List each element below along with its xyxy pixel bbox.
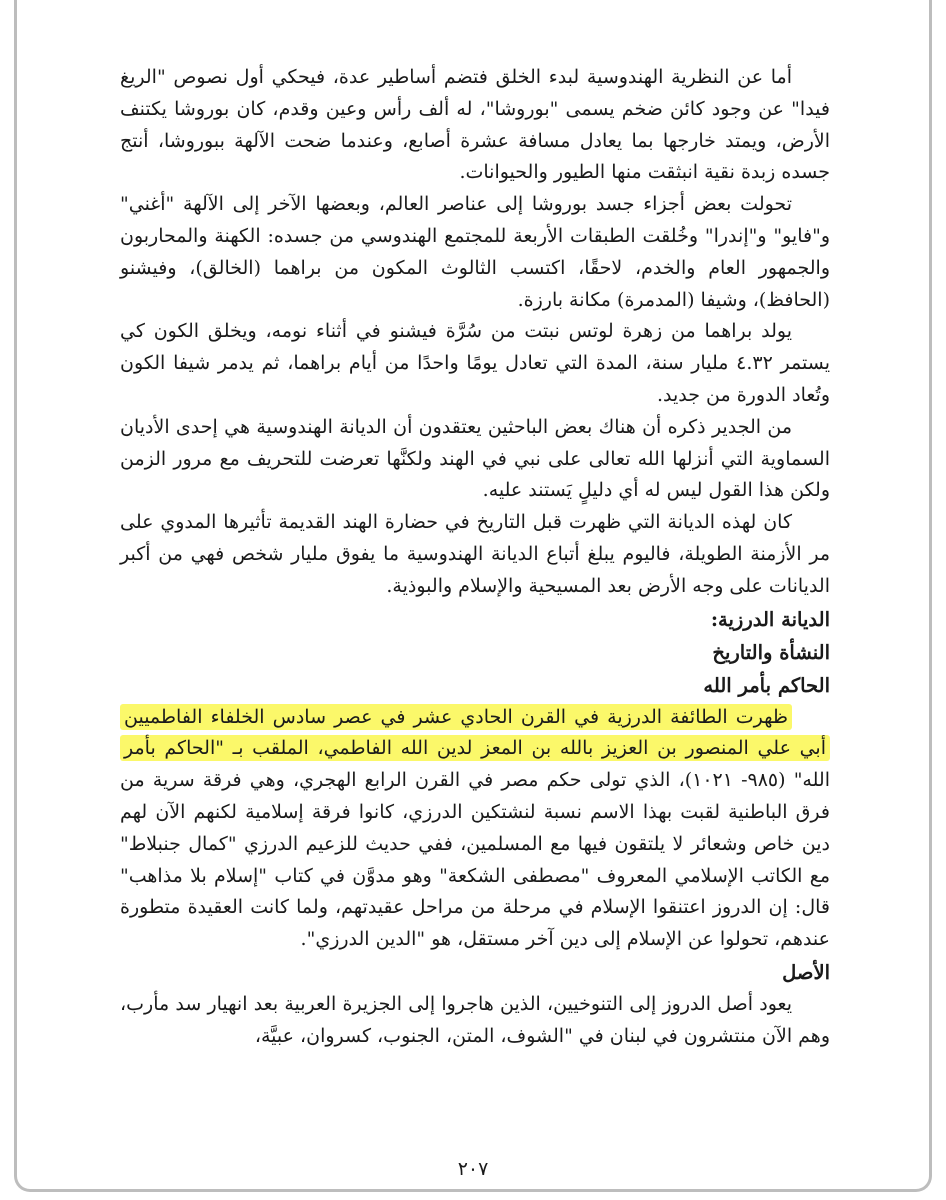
paragraph-purusha-body: تحولت بعض أجزاء جسد بوروشا إلى عناصر العالم، وبعضها الآخر إلى الآلهة "أغني" و"فايو" و"إندرا" وخُلقت الطبقات الأربعة للمجتمع الهندوسي من جسده: الكهنة والمحاربون والجمهور العام والخدم، لاحقًا، اكتسب الثالوث المكون من براهما (الخالق)، وفيشنو (الحافظ)، وشيفا (المدمرة) مكانة بارزة. [120,193,830,311]
paragraph-druze-emergence [120,702,830,956]
page-number: ٢٠٧ [457,1158,489,1180]
paragraph-hinduism-researchers: من الجدير ذكره أن هناك بعض الباحثين يعتقدون أن الديانة الهندوسية هي إحدى الأديان السماوية التي أنزلها الله تعالى على نبي في الهند ولكنَّها تعرضت للتحريف مع مرور الزمن ولكن هذا القول ليس له أي دليلٍ يَستند عليه. [120,415,830,502]
paragraph-druze-origin: يعود أصل الدروز إلى التنوخيين، الذين هاجروا إلى الجزيرة العربية بعد انهيار سد مأرب، وهم الآن منتشرون في لبنان في "الشوف، المتن، الجنوب، كسروان، عبيَّة، [120,992,830,1047]
paragraph-brahma-cycle: يولد براهما من زهرة لوتس نبتت من سُرَّة فيشنو في أثناء نومه، ويخلق الكون كي يستمر ٤.٣٢ مليار سنة، المدة التي تعادل يومًا واحدًا من أيام براهما، ثم يدمر شيفا الكون وتُعاد الدورة من جديد. [120,320,830,406]
paragraph-hinduism-influence: كان لهذه الديانة التي ظهرت قبل التاريخ في حضارة الهند القديمة تأثيرها المدوي على مر الأزمنة الطويلة، فاليوم يبلغ أتباع الديانة الهندوسية ما يفوق مليار شخص فهي من أكبر الديانات على وجه الأرض بعد المسيحية والإسلام والبوذية. [120,511,830,597]
book-page-text [120,62,830,1053]
paragraph-druze-continuation: الله" (٩٨٥- ١٠٢١)، الذي تولى حكم مصر في القرن الرابع الهجري، وهي فرقة سرية من فرق الباطنية لقبت بهذا الاسم نسبة لنشتكين الدرزي، كانوا فرقة إسلامية لكنهم الآن لهم دين خاص وشعائر لا يلتقون فيها مع المسلمين، ففي حديث للزعيم الدرزي "كمال جنبلاط" مع الكاتب الإسلامي المعروف "مصطفى الشكعة" وهو مدوَّن في كتاب "إسلام بلا مذاهب" قال: إن الدروز اعتنقوا الإسلام في مرحلة من مراحل عقيدتهم، ولما كانت العقيدة متطورة عندهم، تحولوا عن الإسلام إلى دين آخر مستقل، هو "الدين الدرزي". [120,769,830,951]
paragraph-hinduism-creation: أما عن النظرية الهندوسية لبدء الخلق فتضم أساطير عدة، فيحكي أول نصوص "الريغ فيدا" عن وجود كائن ضخم يسمى "بوروشا"، له ألف رأس وعين وقدم، كان بوروشا يكتنف الأرض، ويمتد خارجها بما يعادل مسافة عشرة أصابع، وعندما ضحت الآلهة ببوروشا، أنتج جسده زبدة نقية انبثقت منها الطيور والحيوانات. [120,66,830,184]
heading-origin-history: النشأة والتاريخ [712,640,830,664]
heading-origin: الأصل [782,960,830,984]
heading-al-hakim: الحاكم بأمر الله [703,673,830,697]
heading-druze-religion: الديانة الدرزية: [710,607,830,631]
highlighted-text: ظهرت الطائفة الدرزية في القرن الحادي عشر في عصر سادس الخلفاء الفاطميين أبي علي المنصور بن العزيز بالله بن المعز لدين الله الفاطمي، الملقب بـ "الحاكم بأمر [120,704,830,762]
